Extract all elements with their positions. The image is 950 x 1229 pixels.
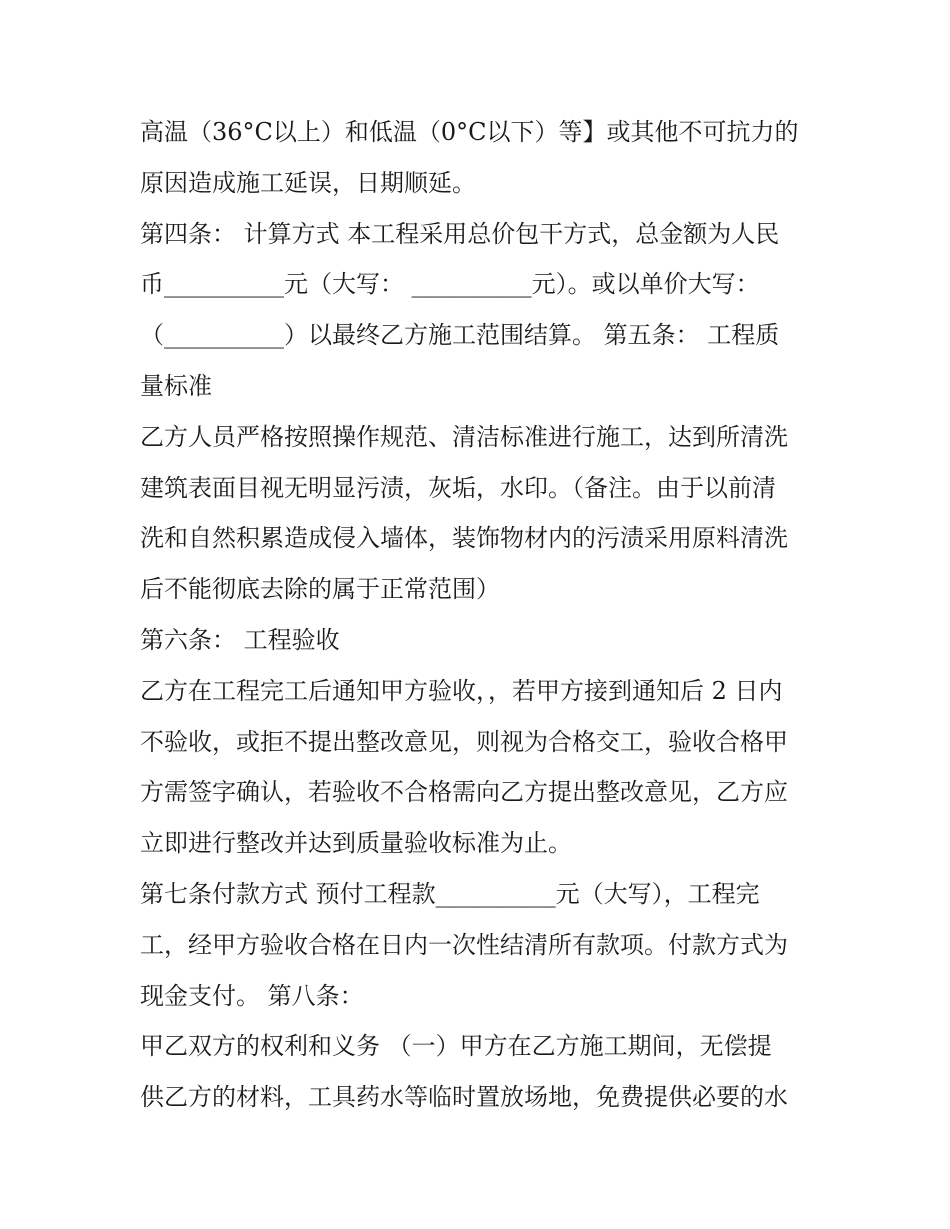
article-8-line: 现金支付。 第八条： [140,981,364,1010]
text-line: 立即进行整改并达到质量验收标准为止。 [140,829,572,858]
text-line: 方需签字确认，若验收不合格需向乙方提出整改意见，乙方应 [140,778,788,807]
article-4-line: 第四条： 计算方式 本工程采用总价包干方式，总金额为人民 [140,219,780,248]
text-line: 量标准 [140,371,212,400]
text-line: 不验收，或拒不提出整改意见，则视为合格交工，验收合格甲 [140,727,788,756]
text-line: 洗和自然积累造成侵入墙体，装饰物材内的污渍采用原料清洗 [140,524,788,553]
article-5-line: （__________）以最终乙方施工范围结算。 第五条： 工程质 [140,321,780,350]
text-line: 后不能彻底去除的属于正常范围） [140,575,500,604]
text-line: 币__________元（大写： __________元）。或以单价大写： [140,270,760,299]
text-line: 原因造成施工延误，日期顺延。 [140,168,476,197]
text-line: 乙方在工程完工后通知甲方验收，，若甲方接到通知后 2 日内 [140,676,783,705]
text-line: 建筑表面目视无明显污渍，灰垢，水印。（备注。由于以前清 [140,473,776,502]
article-6-heading: 第六条： 工程验收 [140,625,340,654]
article-7-line: 第七条付款方式 预付工程款__________元（大写），工程完 [140,879,760,908]
text-line: 工，经甲方验收合格在日内一次性结清所有款项。付款方式为 [140,930,788,959]
text-line: 乙方人员严格按照操作规范、清洁标准进行施工，达到所清洗 [140,422,788,451]
contract-text [140,107,820,1123]
text-line: 甲乙双方的权利和义务 （一）甲方在乙方施工期间，无偿提 [140,1032,772,1061]
text-line: 高温（36°C以上）和低温（0°C以下）等】或其他不可抗力的 [140,118,799,146]
text-line: 供乙方的材料，工具药水等临时置放场地，免费提供必要的水 [140,1083,788,1112]
